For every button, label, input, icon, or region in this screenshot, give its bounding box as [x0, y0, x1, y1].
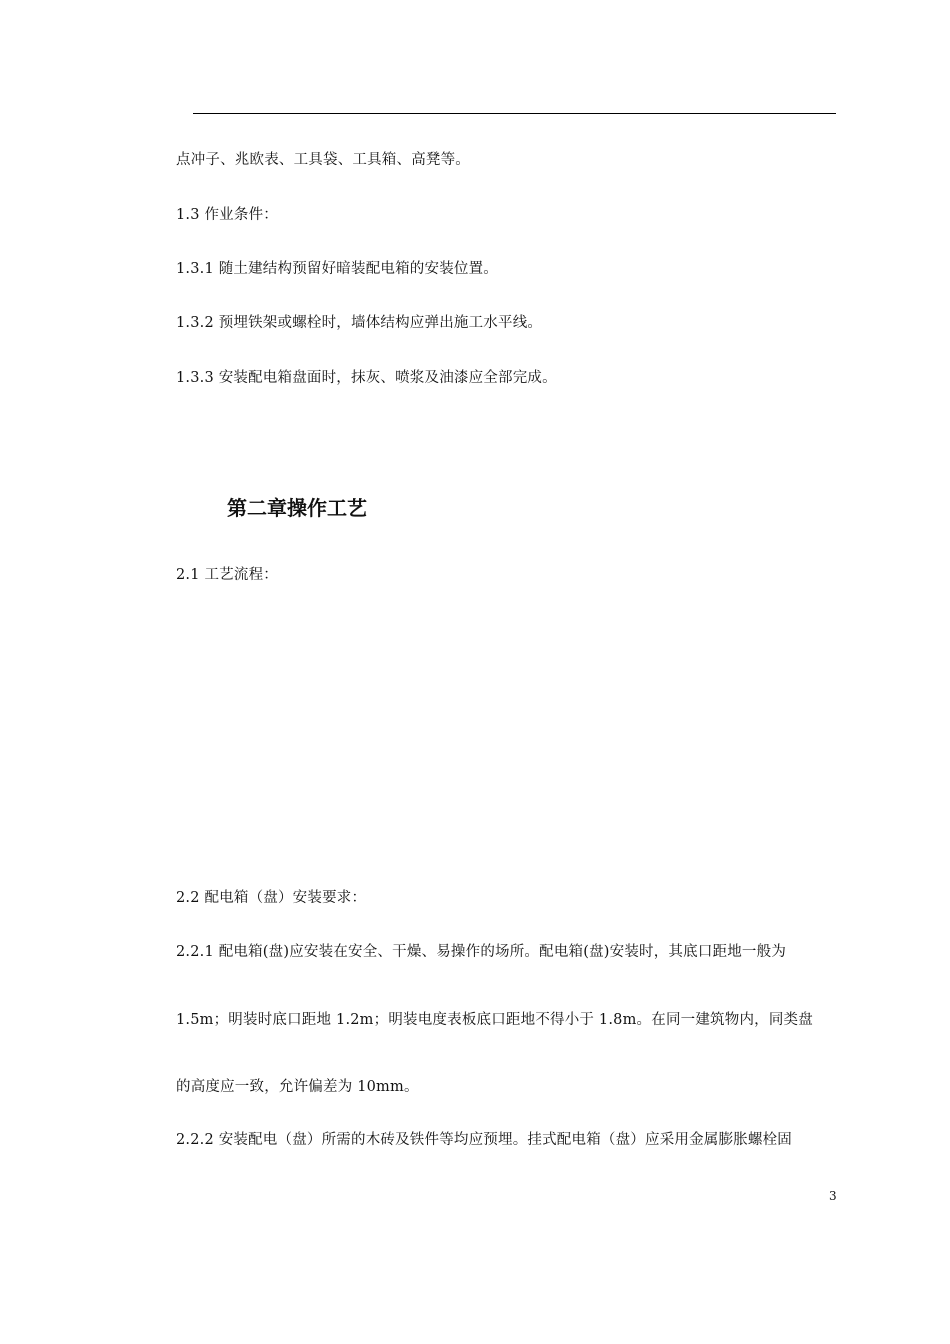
text-line-2-2-1-b — [176, 1010, 854, 1030]
text-line-1-3-2: 1.3.2 预埋铁架或螺栓时，墙体结构应弹出施工水平线。 — [176, 315, 543, 331]
text-line-tools: 点冲子、兆欧表、工具袋、工具箱、高凳等。 — [176, 152, 470, 168]
text-line-1-3-1: 1.3.1 随土建结构预留好暗装配电箱的安装位置。 — [176, 261, 499, 277]
text-line-2-2-2-content: 2.2.2 安装配电（盘）所需的木砖及铁件等均应预埋。挂式配电箱（盘）应采用金属膨胀螺栓固 — [176, 1132, 792, 1148]
section-heading-2-1: 2.1 工艺流程： — [176, 567, 278, 583]
text-line-2-2-1-a — [176, 942, 854, 962]
section-heading-1-3: 1.3 作业条件： — [176, 207, 278, 223]
text-line-2-2-1-c: 的高度应一致，允许偏差为 10mm。 — [176, 1079, 419, 1095]
section-heading-2-2: 2.2 配电箱（盘）安装要求： — [176, 890, 367, 906]
page-number: 3 — [829, 1189, 837, 1203]
chapter-title: 第二章操作工艺 — [227, 496, 367, 520]
header-rule — [193, 113, 836, 114]
text-line-2-2-2 — [176, 1130, 854, 1150]
text-line-1-3-3: 1.3.3 安装配电箱盘面时，抹灰、喷浆及油漆应全部完成。 — [176, 370, 557, 386]
text-line-2-2-1-a-content: 2.2.1 配电箱(盘)应安装在安全、干燥、易操作的场所。配电箱(盘)安装时，其底口距地一般为 — [176, 944, 787, 960]
text-line-2-2-1-b-content: 1.5m；明装时底口距地 1.2m；明装电度表板底口距地不得小于 1.8m。在同一建筑物内，同类盘 — [176, 1012, 813, 1028]
